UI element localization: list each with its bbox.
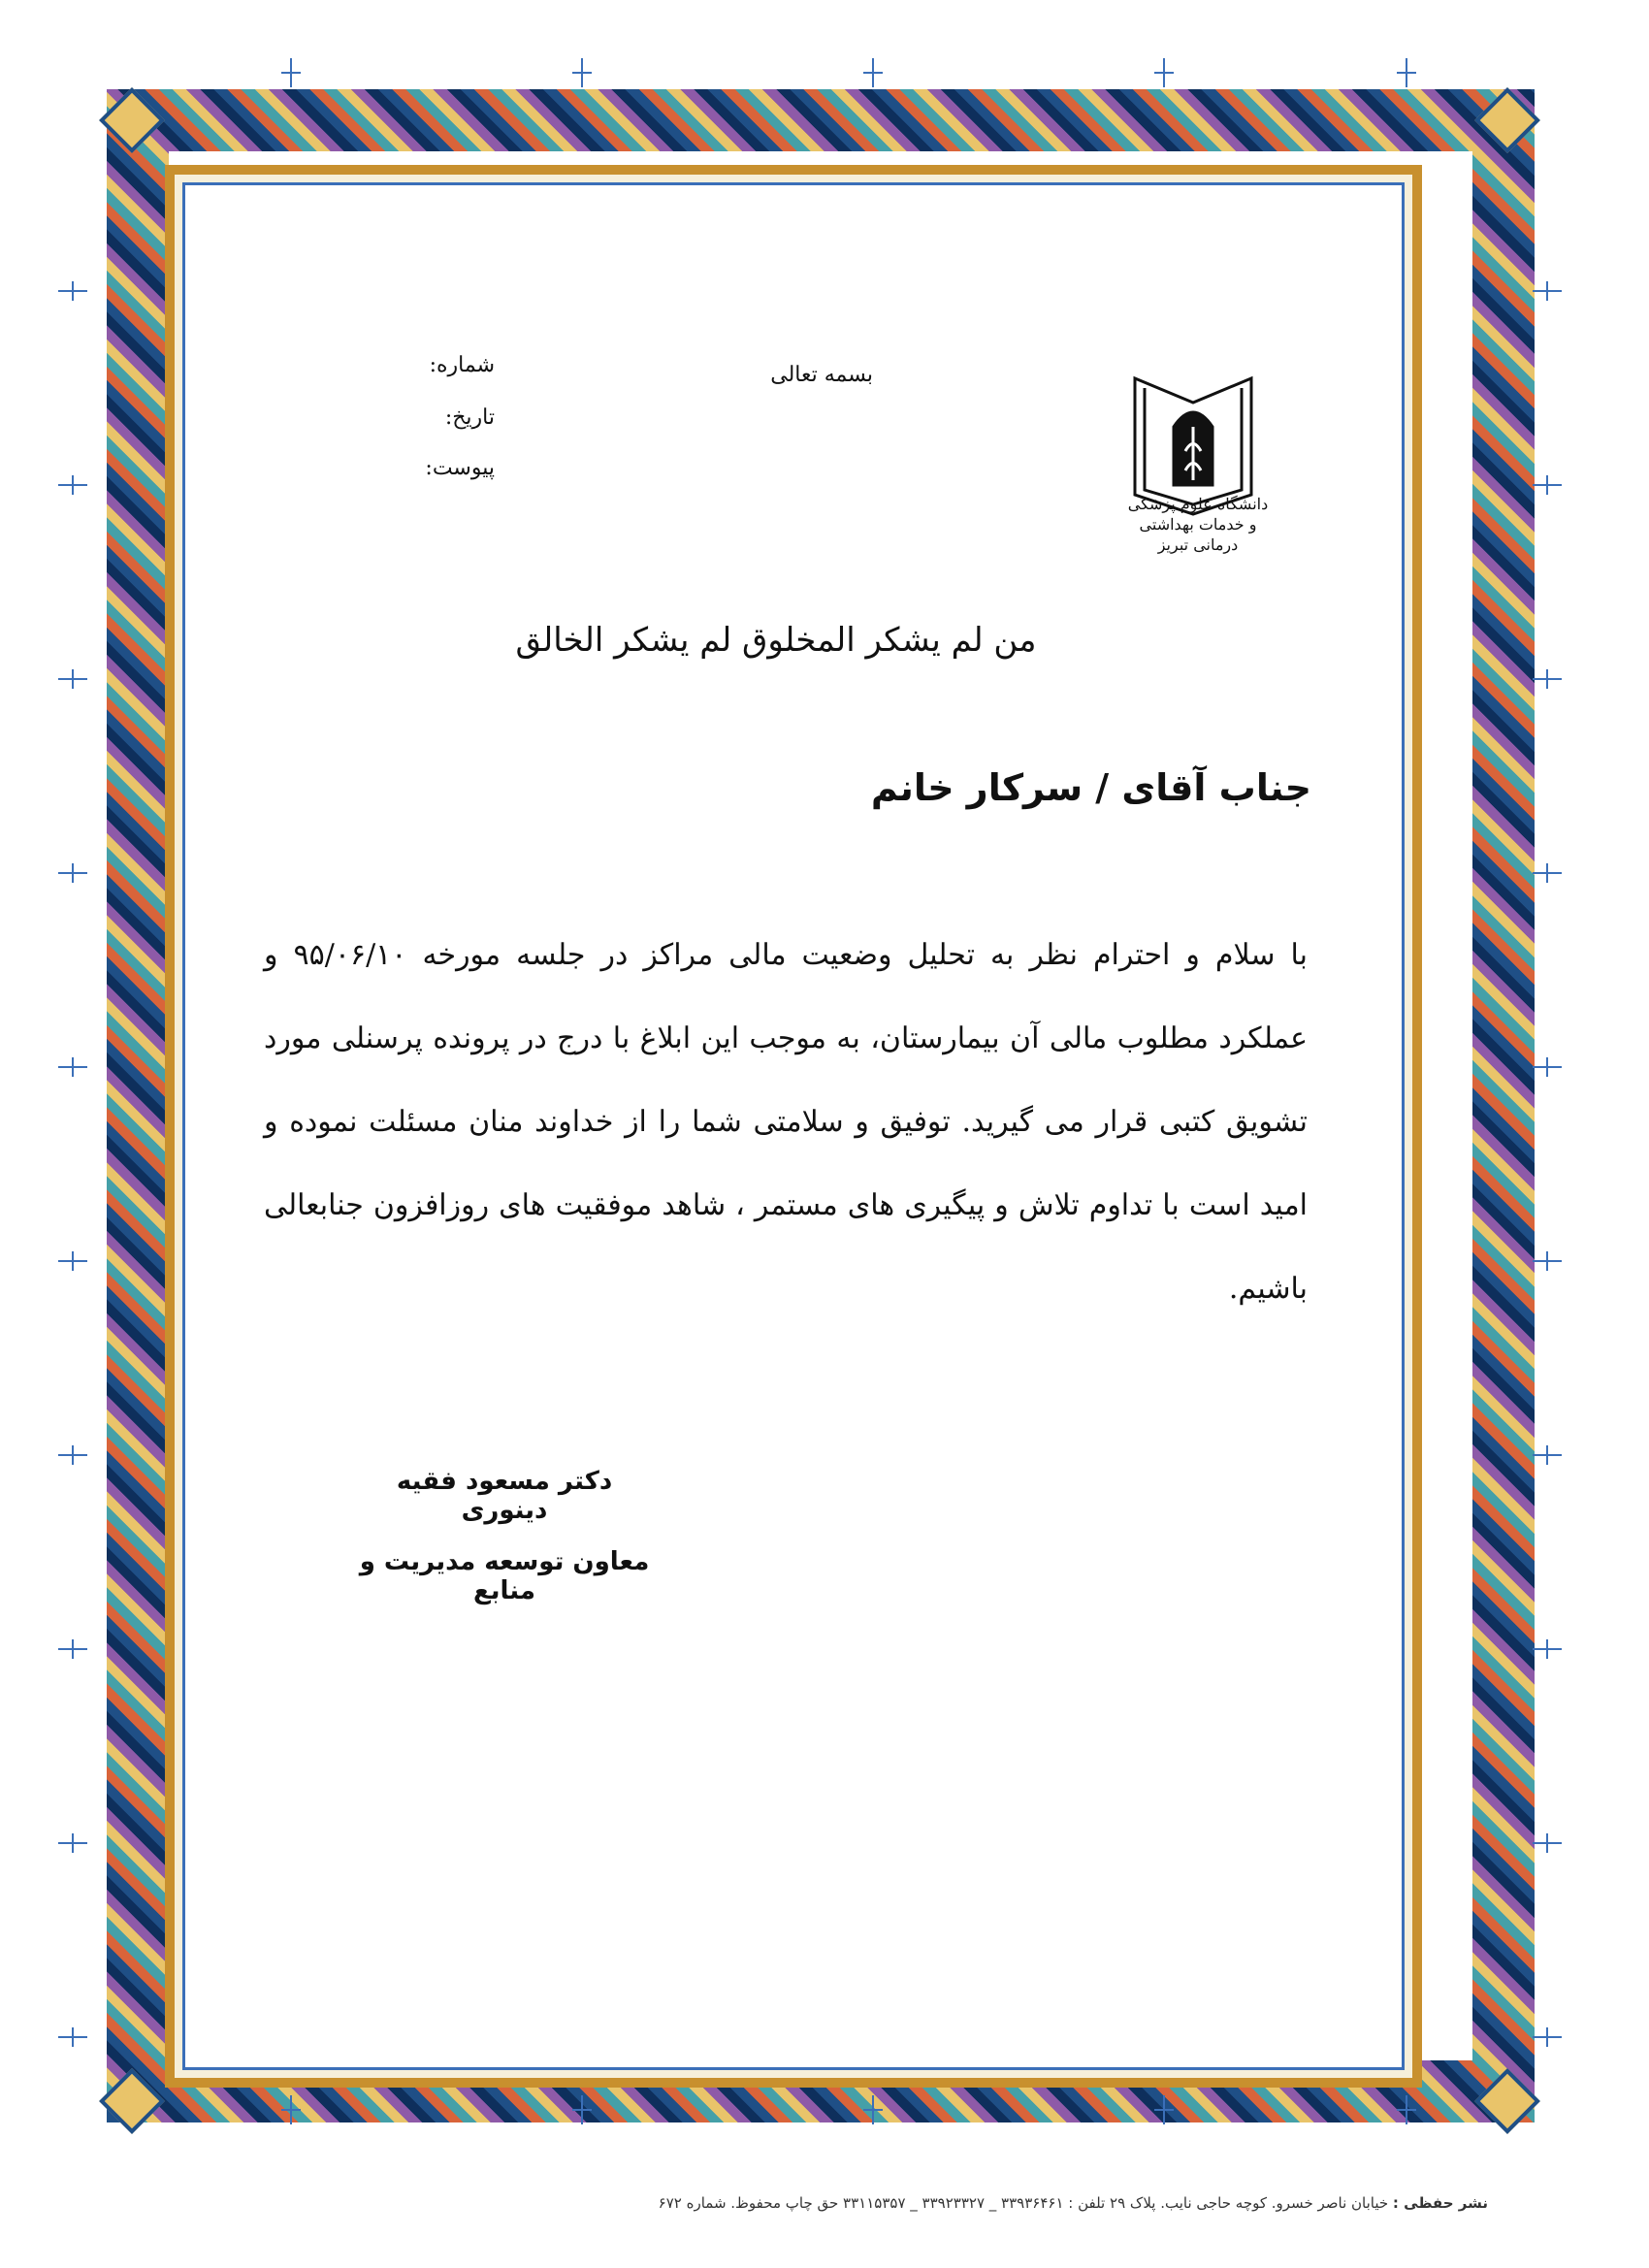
- bismillah: بسمه تعالی: [770, 363, 873, 387]
- signatory-title: معاون توسعه مدیریت و منابع: [359, 1547, 650, 1605]
- letter-body: با سلام و احترام نظر به تحلیل وضعیت مالی مراکز در جلسه مورخه ۹۵/۰۶/۱۰ و عملکرد مطلوب مالی آن بیمارستان، به موجب این ابلاغ با درج در پرونده پرسنلی مورد تشویق کتبی قرار می گیرید. توفیق و سلامتی شما را از خداوند منان مسئلت نموده و امید است با تداوم تلاش و پیگیری های مستمر ، شاهد موفقیت های روزافزون جنابعالی باشیم.: [264, 938, 1309, 1306]
- date-label: تاریخ:: [444, 405, 495, 430]
- number-label: شماره:: [429, 353, 495, 377]
- logo-caption-line1: دانشگاه علوم پزشکی: [1127, 495, 1269, 513]
- print-footer: [582, 2194, 1488, 2212]
- footer-text: خیابان ناصر خسرو. کوچه حاجی نایب. پلاک ۲۹ تلفن : ۳۳۹۳۶۴۶۱ _ ۳۳۹۲۳۳۲۷ _ ۳۳۱۱۵۳۵۷ حق چاپ محفوظ. شماره ۶۷۲: [658, 2194, 1389, 2212]
- footer-label: نشر حفظی :: [1392, 2194, 1488, 2212]
- salutation: جناب آقای / سرکار خانم: [870, 766, 1311, 809]
- attachment-label: پیوست:: [425, 456, 495, 480]
- logo-caption-line2: و خدمات بهداشتی درمانی تبریز: [1139, 514, 1257, 554]
- hadith-quote: من لم یشکر المخلوق لم یشکر الخالق: [515, 621, 1037, 660]
- signatory-name: دکتر مسعود فقیه دینوری: [396, 1467, 613, 1525]
- logo-caption: [1116, 495, 1280, 555]
